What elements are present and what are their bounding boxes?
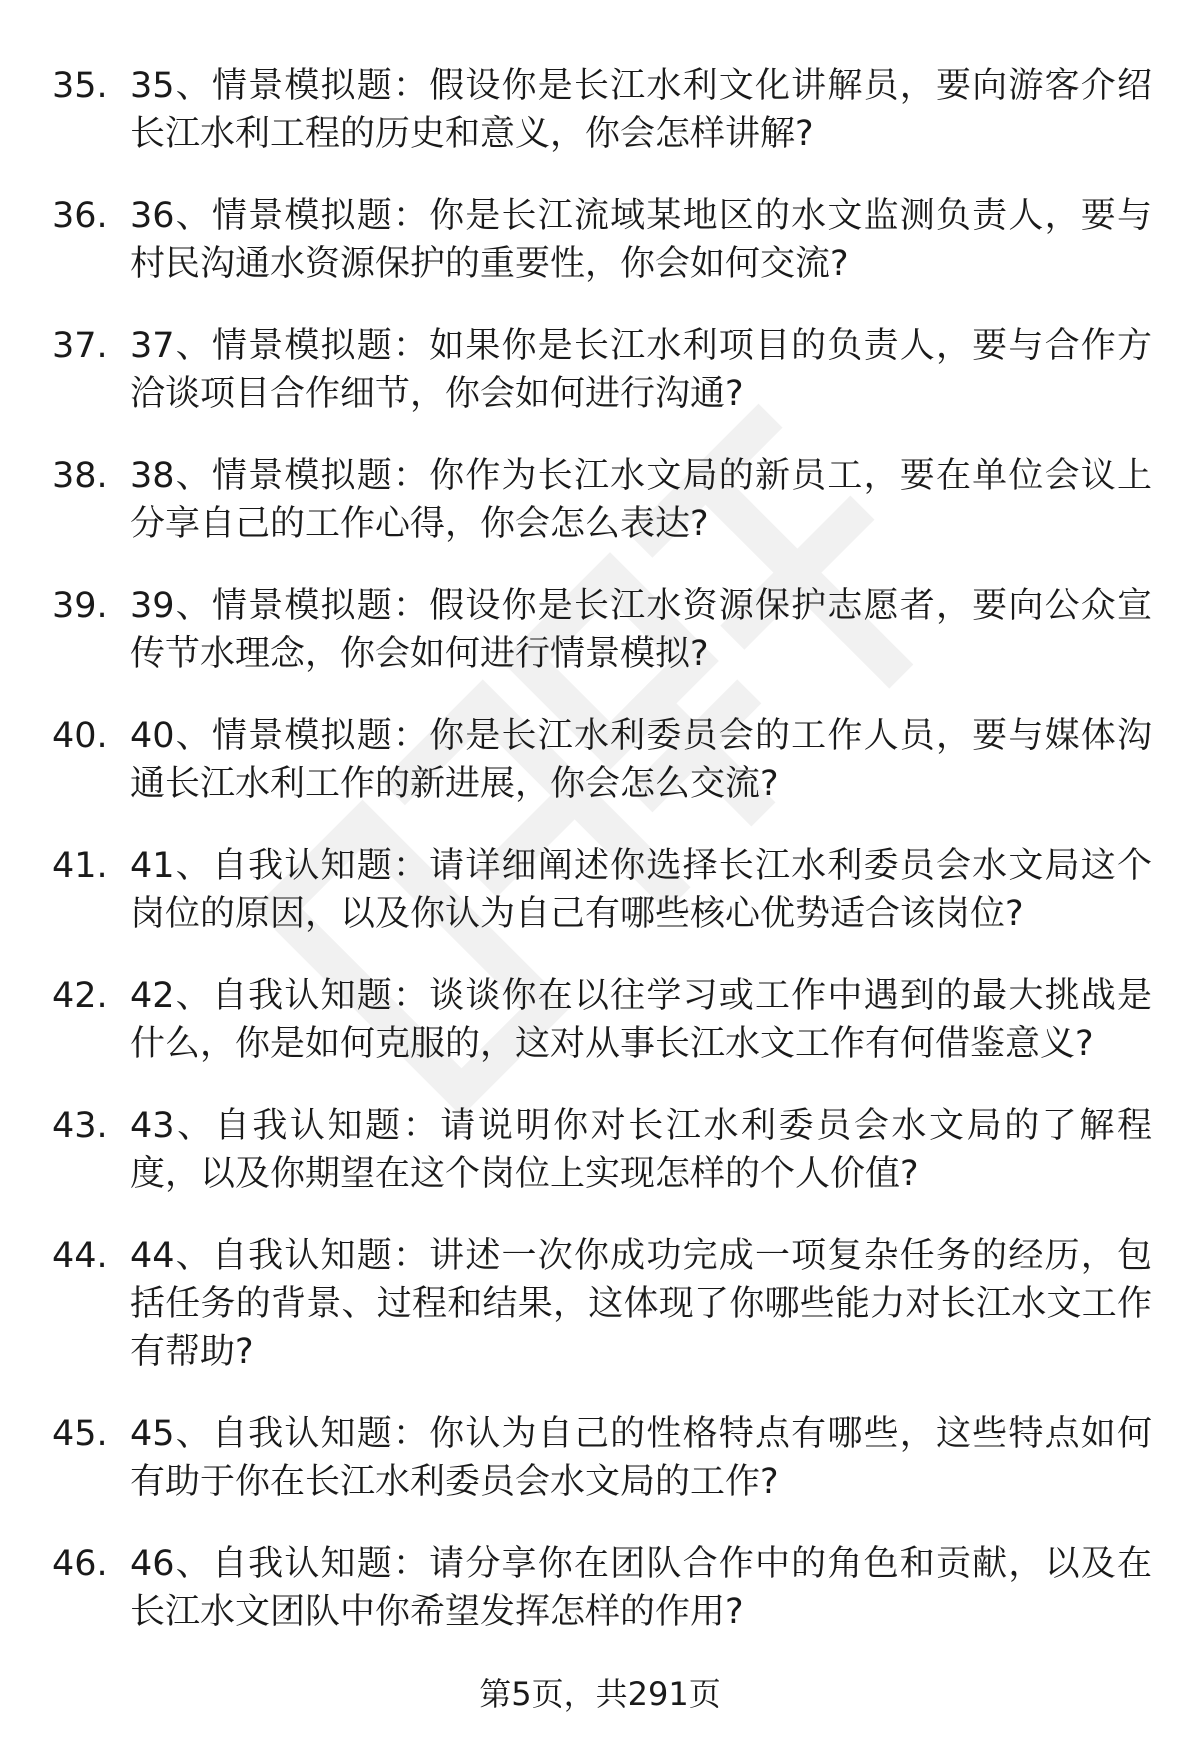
question-number: 43.	[52, 1106, 108, 1146]
question-item	[52, 1232, 1152, 1376]
question-number: 41.	[52, 846, 108, 886]
question-item	[52, 1102, 1152, 1198]
question-text: 44、自我认知题：讲述一次你成功完成一项复杂任务的经历，包括任务的背景、过程和结果，这体现了你哪些能力对长江水文工作有帮助?	[130, 1236, 1152, 1372]
question-number: 44.	[52, 1236, 108, 1276]
question-item	[52, 452, 1152, 548]
question-text: 45、自我认知题：你认为自己的性格特点有哪些，这些特点如何有助于你在长江水利委员会水文局的工作?	[130, 1414, 1152, 1502]
question-number: 38.	[52, 456, 108, 496]
question-item	[52, 972, 1152, 1068]
question-item	[52, 322, 1152, 418]
question-text: 36、情景模拟题：你是长江流域某地区的水文监测负责人，要与村民沟通水资源保护的重要性，你会如何交流?	[130, 196, 1152, 284]
question-item	[52, 62, 1152, 158]
question-item	[52, 712, 1152, 808]
question-text: 38、情景模拟题：你作为长江水文局的新员工，要在单位会议上分享自己的工作心得，你会怎么表达?	[130, 456, 1152, 544]
question-text: 40、情景模拟题：你是长江水利委员会的工作人员，要与媒体沟通长江水利工作的新进展，你会怎么交流?	[130, 716, 1152, 804]
question-item	[52, 192, 1152, 288]
question-text: 39、情景模拟题：假设你是长江水资源保护志愿者，要向公众宣传节水理念，你会如何进行情景模拟?	[130, 586, 1152, 674]
question-text: 35、情景模拟题：假设你是长江水利文化讲解员，要向游客介绍长江水利工程的历史和意义，你会怎样讲解?	[130, 66, 1152, 154]
question-number: 40.	[52, 716, 108, 756]
question-text: 46、自我认知题：请分享你在团队合作中的角色和贡献，以及在长江水文团队中你希望发挥怎样的作用?	[130, 1544, 1152, 1632]
question-number: 45.	[52, 1414, 108, 1454]
question-text: 41、自我认知题：请详细阐述你选择长江水利委员会水文局这个岗位的原因，以及你认为自己有哪些核心优势适合该岗位?	[130, 846, 1152, 934]
question-list	[52, 62, 1152, 1670]
question-text: 37、情景模拟题：如果你是长江水利项目的负责人，要与合作方洽谈项目合作细节，你会如何进行沟通?	[130, 326, 1152, 414]
question-item	[52, 842, 1152, 938]
question-item	[52, 1540, 1152, 1636]
question-text: 42、自我认知题：谈谈你在以往学习或工作中遇到的最大挑战是什么，你是如何克服的，这对从事长江水文工作有何借鉴意义?	[130, 976, 1152, 1064]
question-text: 43、自我认知题：请说明你对长江水利委员会水文局的了解程度，以及你期望在这个岗位上实现怎样的个人价值?	[130, 1106, 1152, 1194]
question-number: 46.	[52, 1544, 108, 1584]
question-number: 35.	[52, 66, 108, 106]
question-number: 37.	[52, 326, 108, 366]
question-item	[52, 582, 1152, 678]
question-number: 36.	[52, 196, 108, 236]
page-footer	[0, 1672, 1200, 1716]
question-number: 42.	[52, 976, 108, 1016]
question-item	[52, 1410, 1152, 1506]
page-number-label: 第5页，共291页	[479, 1675, 721, 1713]
question-number: 39.	[52, 586, 108, 626]
